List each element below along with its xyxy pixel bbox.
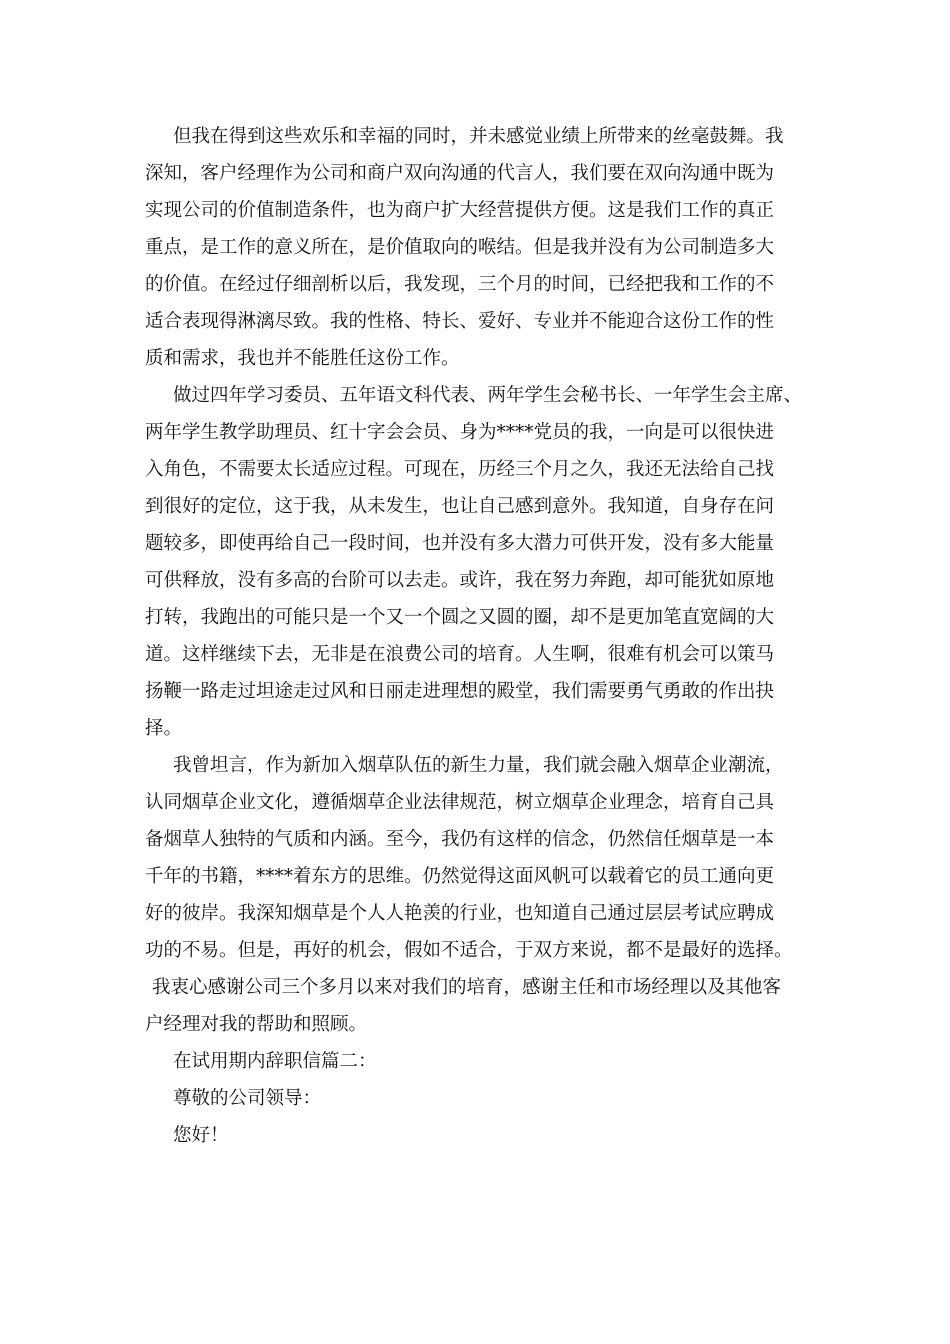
text-line: 入角色，不需要太长适应过程。可现在，历经三个月之久，我还无法给自己找: [145, 459, 775, 480]
text-line: 户经理对我的帮助和照顾。: [145, 1014, 368, 1035]
text-line: 题较多，即使再给自己一段时间，也并没有多大潜力可供开发，没有多大能量: [145, 533, 775, 554]
text-line: 择。: [145, 718, 183, 739]
text-line: 实现公司的价值制造条件，也为商户扩大经营提供方便。这是我们工作的真正: [145, 200, 775, 221]
text-line: 可供释放，没有多高的台阶可以去走。或许，我在努力奔跑，却可能犹如原地: [145, 570, 775, 591]
text-line: 但我在得到这些欢乐和幸福的同时，并未感觉业绩上所带来的丝毫鼓舞。我: [173, 126, 784, 147]
text-line: 适合表现得淋漓尽致。我的性格、特长、爱好、专业并不能迎合这份工作的性: [145, 311, 775, 332]
text-line: 好的彼岸。我深知烟草是个人人艳羡的行业，也知道自己通过层层考试应聘成: [145, 903, 775, 924]
text-line: 深知，客户经理作为公司和商户双向沟通的代言人，我们要在双向沟通中既为: [145, 163, 775, 184]
salutation: 尊敬的公司领导：: [173, 1088, 322, 1109]
text-line: 道。这样继续下去，无非是在浪费公司的培育。人生啊，很难有机会可以策马: [145, 644, 775, 665]
text-line: 两年学生教学助理员、红十字会会员、身为****党员的我，一向是可以很快进: [145, 422, 775, 443]
text-line: 认同烟草企业文化，遵循烟草企业法律规范，树立烟草企业理念，培育自己具: [145, 792, 775, 813]
text-line: 我曾坦言，作为新加入烟草队伍的新生力量，我们就会融入烟草企业潮流，: [173, 755, 784, 776]
text-line: 到很好的定位，这于我，从未发生，也让自己感到意外。我知道，自身存在问: [145, 496, 775, 517]
greeting: 您好！: [173, 1125, 229, 1146]
text-line: 备烟草人独特的气质和内涵。至今，我仍有这样的信念，仍然信任烟草是一本: [145, 829, 775, 850]
text-line: 千年的书籍，****着东方的思维。仍然觉得这面风帆可以载着它的员工通向更: [145, 866, 775, 887]
text-line: 的价值。在经过仔细剖析以后，我发现，三个月的时间，已经把我和工作的不: [145, 274, 775, 295]
text-line: 质和需求，我也并不能胜任这份工作。: [145, 348, 460, 369]
section-heading: 在试用期内辞职信篇二：: [173, 1051, 377, 1072]
text-line: 功的不易。但是，再好的机会，假如不适合，于双方来说，都不是最好的选择。: [145, 940, 793, 961]
text-line: 做过四年学习委员、五年语文科代表、两年学生会秘书长、一年学生会主席、: [173, 385, 803, 406]
letter-body: [145, 118, 825, 1154]
text-line: 我衷心感谢公司三个多月以来对我们的培育，感谢主任和市场经理以及其他客: [152, 977, 782, 998]
text-line: 打转，我跑出的可能只是一个又一个圆之又圆的圈，却不是更加笔直宽阔的大: [145, 607, 775, 628]
text-line: 扬鞭一路走过坦途走过风和日丽走进理想的殿堂，我们需要勇气勇敢的作出抉: [145, 681, 775, 702]
text-line: 重点，是工作的意义所在，是价值取向的喉结。但是我并没有为公司制造多大: [145, 237, 775, 258]
